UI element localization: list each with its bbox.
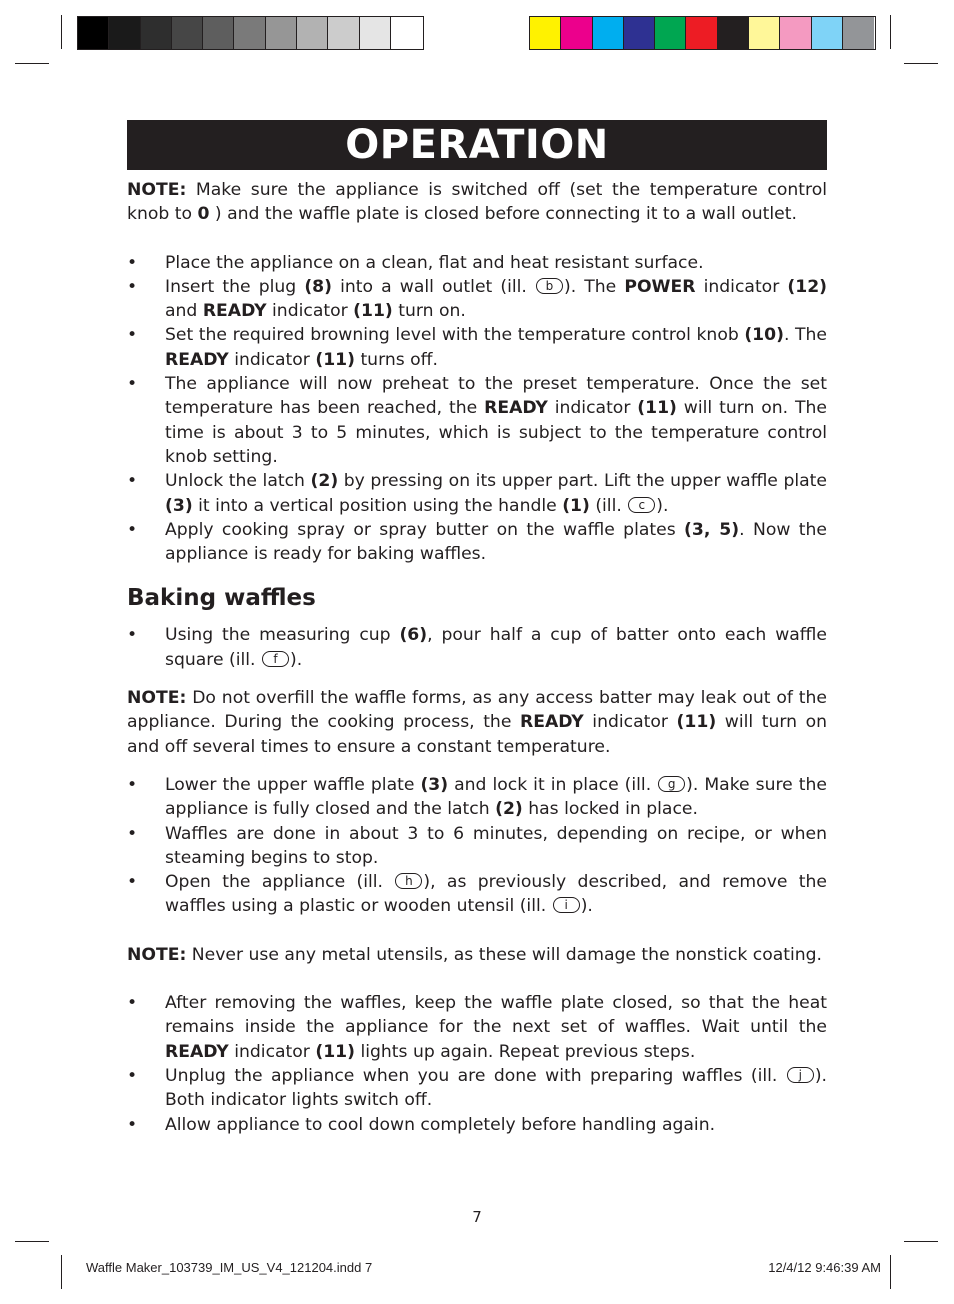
color-swatch — [328, 17, 359, 49]
color-swatch — [360, 17, 391, 49]
bullet-icon: • — [127, 625, 138, 646]
text: ), as previously described, and remove the waffles using a plastic or wooden utensil (ill. — [165, 872, 827, 917]
illustration-ref-icon: h — [395, 873, 422, 889]
list-item — [127, 773, 827, 822]
baking-steps-list — [127, 773, 827, 919]
text: ). Both indicator lights switch off. — [165, 1065, 827, 1111]
slug-timestamp: 12/4/12 9:46:39 AM — [768, 1260, 881, 1275]
crop-mark — [904, 63, 938, 64]
color-swatch — [530, 17, 561, 49]
text: indicator — [583, 712, 677, 733]
text: turn on. — [392, 301, 466, 322]
text: . Now the appliance is ready for baking waffles. — [165, 519, 827, 565]
color-swatch — [141, 17, 172, 49]
main-content — [127, 178, 827, 1137]
text-bold: (3, 5) — [684, 519, 740, 540]
note-paragraph — [127, 943, 827, 967]
illustration-ref-icon: b — [536, 278, 563, 294]
note-label: NOTE: — [127, 944, 187, 965]
text: will turn on. The time is about 3 to 5 minutes, which is subject to the temperature control knob setting. — [165, 398, 827, 467]
section-heading: Baking waffles — [127, 585, 316, 612]
bullet-icon: • — [127, 1065, 138, 1086]
bullet-icon: • — [127, 823, 138, 844]
color-swatch — [297, 17, 328, 49]
note-label: NOTE: — [127, 180, 187, 200]
color-swatch — [624, 17, 655, 49]
text: has locked in place. — [522, 799, 698, 820]
bullet-icon: • — [127, 276, 138, 297]
note-paragraph — [127, 178, 827, 227]
text-bold: READY — [519, 712, 584, 733]
bullet-icon: • — [127, 252, 138, 273]
list-item — [127, 323, 827, 372]
color-swatch — [749, 17, 780, 49]
text: ) and the waffle plate is closed before connecting it to a wall outlet. — [209, 204, 797, 225]
text: , pour half a cup of batter onto each waffle square (ill. — [165, 625, 827, 670]
text: Unlock the latch — [165, 471, 311, 492]
crop-mark — [890, 1255, 891, 1289]
text: Waffles are done in about 3 to 6 minutes, depending on recipe, or when steaming begins to stop. — [165, 823, 827, 868]
text-bold: READY — [165, 1041, 229, 1062]
list-item — [127, 275, 827, 324]
list-item — [127, 518, 827, 567]
text-bold: (2) — [310, 471, 339, 492]
text: ). The — [563, 276, 625, 297]
text: and lock it in place (ill. — [448, 774, 658, 795]
color-swatch — [78, 17, 109, 49]
page-number: 7 — [472, 1208, 482, 1226]
text: indicator — [228, 349, 316, 370]
text: Insert the plug — [165, 276, 305, 297]
list-item — [127, 991, 827, 1064]
text: Make sure the appliance is switched off (set the temperature control knob to — [127, 180, 827, 225]
illustration-ref-icon: f — [262, 651, 289, 667]
text: will turn on and off several times to ensure a constant temperature. — [127, 712, 827, 757]
crop-mark — [15, 63, 49, 64]
text-bold: (2) — [495, 799, 523, 820]
bullet-icon: • — [127, 872, 138, 893]
text: ). Make sure the appliance is fully closed and the latch — [165, 774, 827, 820]
color-swatch — [391, 17, 422, 49]
text: ). — [289, 649, 303, 670]
list-item — [127, 1113, 827, 1137]
color-swatch — [843, 17, 874, 49]
color-swatch — [109, 17, 140, 49]
after-baking-list — [127, 991, 827, 1137]
text: ). — [580, 896, 593, 917]
text: The appliance will now preheat to the preset temperature. Once the set temperature has been reached, the — [165, 374, 827, 419]
illustration-ref-icon: c — [628, 497, 655, 513]
text-bold: (10) — [744, 325, 784, 346]
list-item — [127, 870, 827, 919]
slug-filename: Waffle Maker_103739_IM_US_V4_121204.indd 7 — [86, 1260, 373, 1275]
crop-mark — [61, 15, 62, 49]
list-item — [127, 372, 827, 469]
text: Allow appliance to cool down completely before handling again. — [165, 1114, 716, 1135]
list-item — [127, 822, 827, 871]
illustration-ref-icon: j — [787, 1067, 814, 1083]
color-swatch — [718, 17, 749, 49]
text-bold: READY — [484, 398, 548, 419]
text: After removing the waffles, keep the waffle plate closed, so that the heat remains inside the appliance for the next set of waffles. Wait until the — [165, 993, 827, 1038]
bullet-icon: • — [127, 519, 138, 540]
text-bold: (11) — [315, 1041, 355, 1062]
text-bold: (11) — [353, 301, 393, 322]
batter-list — [127, 623, 827, 672]
text: Do not overfill the waffle forms, as any access batter may leak out of the appliance. During the cooking process, the — [127, 688, 827, 733]
text-bold: (3) — [165, 495, 193, 516]
text-bold: (8) — [304, 276, 332, 297]
color-swatch — [593, 17, 624, 49]
text: Using the measuring cup — [165, 625, 400, 646]
color-swatch — [812, 17, 843, 49]
text: Set the required browning level with the temperature control knob — [165, 325, 745, 346]
text: Lower the upper waffle plate — [165, 774, 421, 795]
title-banner — [127, 120, 827, 170]
text-bold: (6) — [399, 625, 428, 646]
color-swatch — [780, 17, 811, 49]
text-bold: 0 — [197, 204, 210, 225]
bullet-icon: • — [127, 325, 138, 346]
color-swatch — [561, 17, 592, 49]
text: by pressing on its upper part. Lift the upper waffle plate — [338, 471, 827, 492]
text-bold: (12) — [787, 276, 828, 297]
text: ). — [656, 495, 669, 516]
color-swatch — [686, 17, 717, 49]
text: Open the appliance (ill. — [165, 872, 395, 893]
text: indicator — [695, 276, 788, 297]
bullet-icon: • — [127, 774, 138, 795]
list-item — [127, 469, 827, 518]
text-bold: (3) — [420, 774, 449, 795]
text-bold: (1) — [562, 495, 590, 516]
text-bold: READY — [165, 349, 229, 370]
list-item — [127, 251, 827, 275]
text: Unplug the appliance when you are done with preparing waffles (ill. — [165, 1065, 786, 1086]
text: turns off. — [354, 349, 438, 370]
text: Apply cooking spray or spray butter on the waffle plates — [165, 519, 685, 540]
text: (ill. — [589, 495, 628, 516]
text: . The — [783, 325, 827, 346]
color-swatch — [655, 17, 686, 49]
crop-mark — [61, 1255, 62, 1289]
text-bold: (11) — [676, 712, 717, 733]
text-bold: (11) — [637, 398, 677, 419]
text: Never use any metal utensils, as these will damage the nonstick coating. — [186, 944, 823, 965]
illustration-ref-icon: g — [658, 776, 685, 792]
crop-mark — [904, 1241, 938, 1242]
text-bold: READY — [202, 301, 267, 322]
text-bold: (11) — [315, 349, 355, 370]
note-paragraph — [127, 686, 827, 759]
text: into a wall outlet (ill. — [332, 276, 535, 297]
text: indicator — [266, 301, 354, 322]
bullet-icon: • — [127, 471, 138, 492]
color-swatch — [234, 17, 265, 49]
setup-steps-list — [127, 251, 827, 567]
page-title: OPERATION — [345, 122, 609, 168]
text-bold: POWER — [624, 276, 696, 297]
crop-mark — [890, 15, 891, 49]
bullet-icon: • — [127, 1114, 138, 1135]
bullet-icon: • — [127, 993, 138, 1014]
illustration-ref-icon: i — [553, 897, 580, 913]
color-swatch — [203, 17, 234, 49]
color-swatch — [172, 17, 203, 49]
bullet-icon: • — [127, 374, 138, 395]
grayscale-color-bar — [77, 16, 424, 50]
text: indicator — [228, 1041, 316, 1062]
text: lights up again. Repeat previous steps. — [354, 1041, 696, 1062]
list-item — [127, 623, 827, 672]
color-swatch — [266, 17, 297, 49]
process-color-bar — [529, 16, 876, 50]
text: indicator — [547, 398, 638, 419]
list-item — [127, 1064, 827, 1113]
note-label: NOTE: — [127, 688, 187, 709]
text: and — [165, 301, 203, 322]
text: Place the appliance on a clean, flat and heat resistant surface. — [165, 252, 704, 273]
crop-mark — [15, 1241, 49, 1242]
text: it into a vertical position using the handle — [192, 495, 563, 516]
